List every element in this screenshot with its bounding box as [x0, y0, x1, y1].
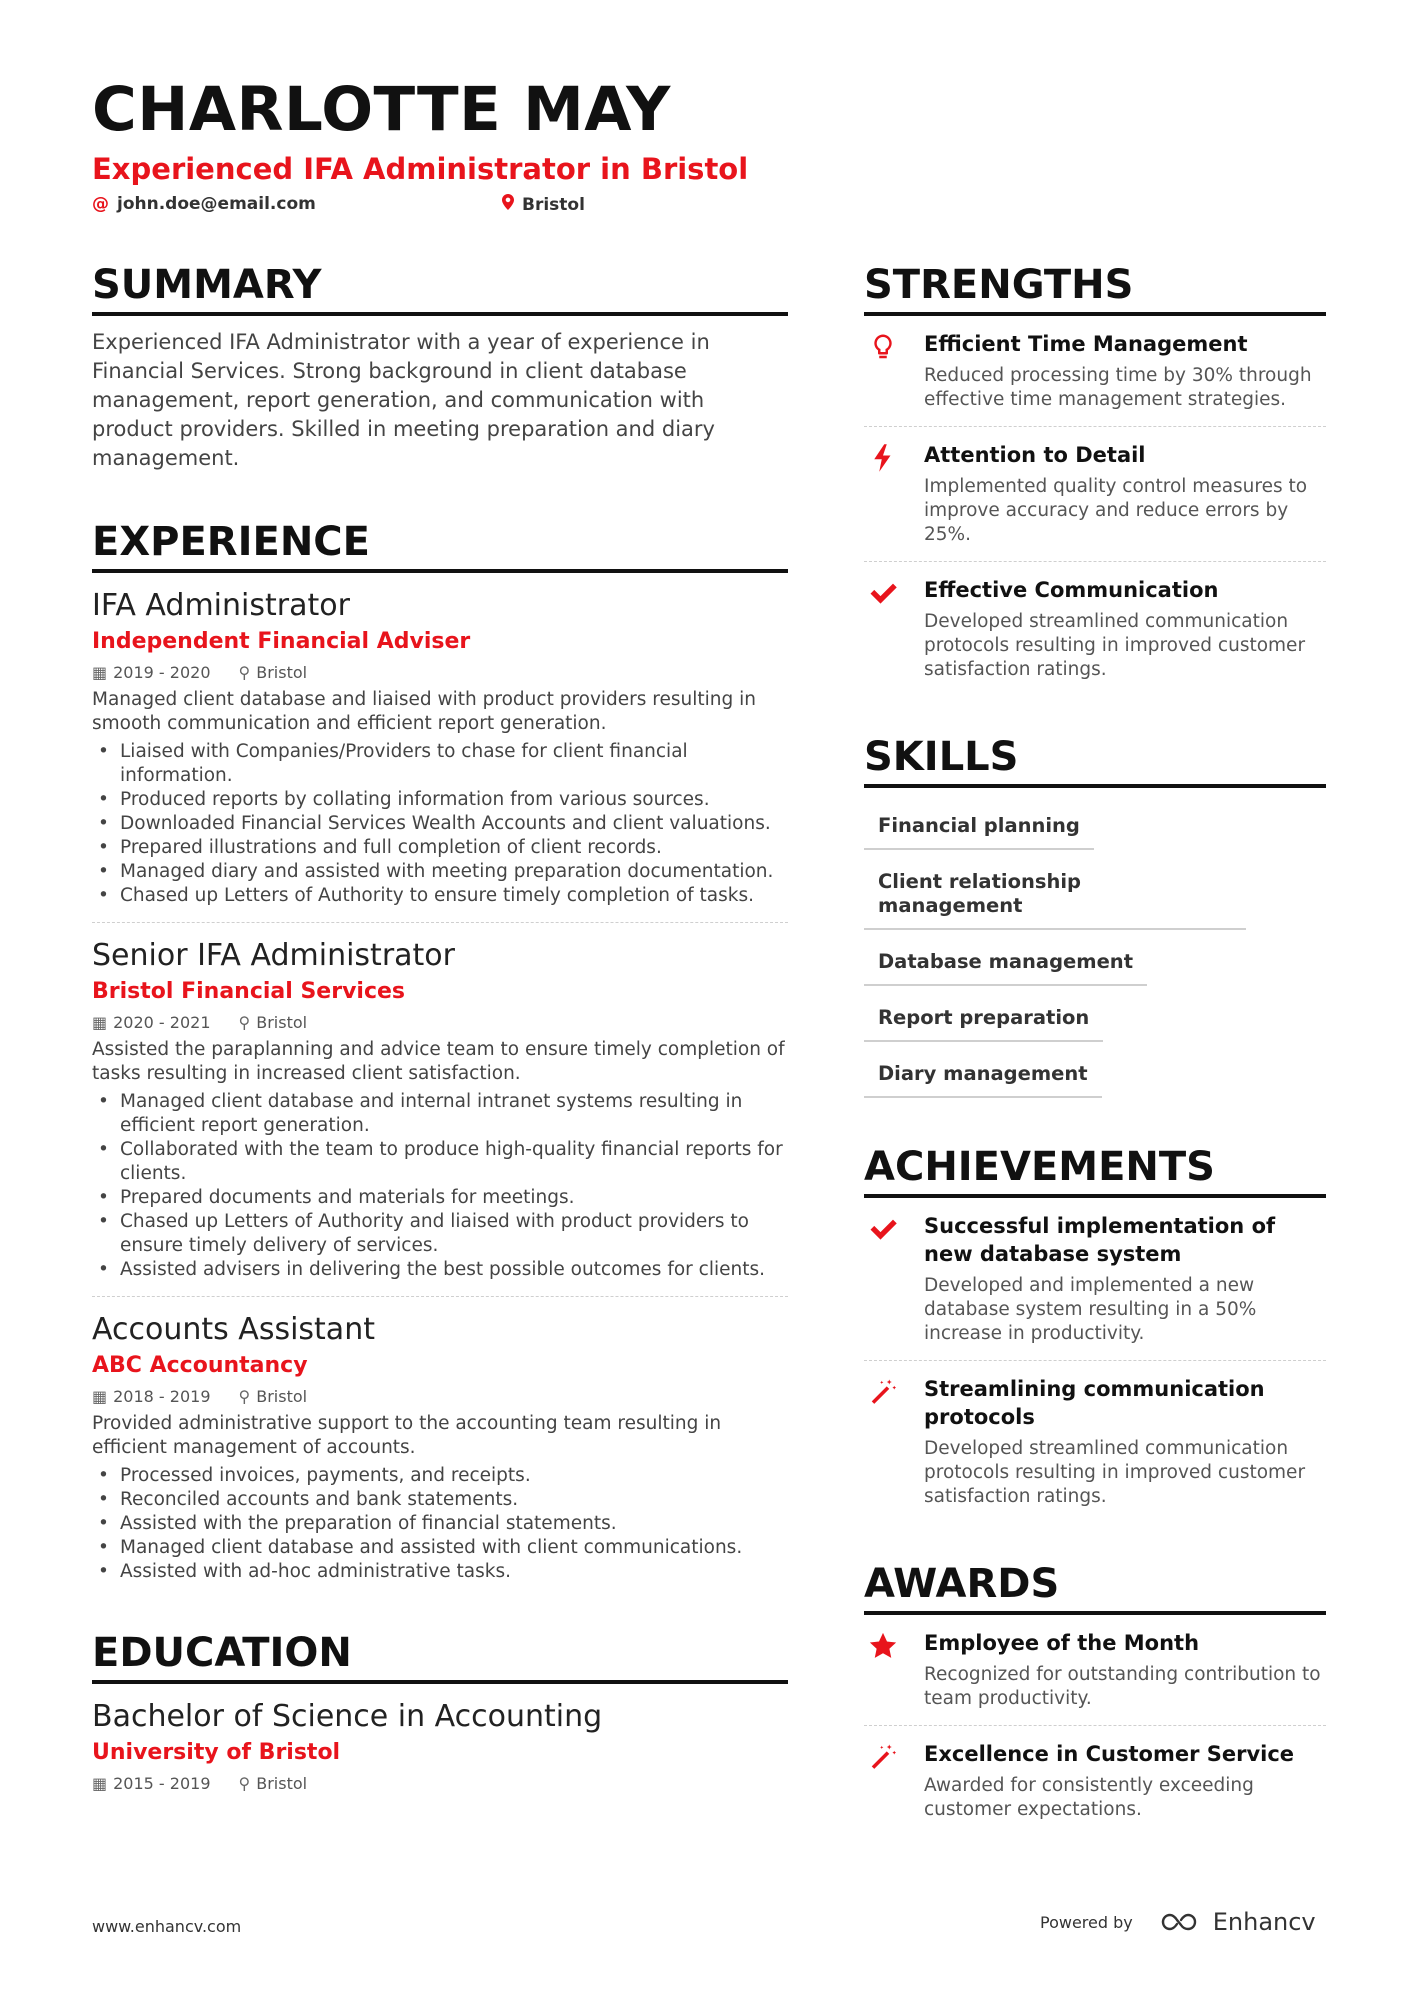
- education-meta: [92, 1774, 788, 1793]
- magic-wand-icon: [864, 1740, 924, 1822]
- job-bullet: • Managed diary and assisted with meeting preparation documentation.: [92, 860, 788, 884]
- achievement-title: Streamlining communication protocols: [924, 1377, 1265, 1429]
- job-company: Independent Financial Adviser: [92, 629, 471, 654]
- achievements-heading: ACHIEVEMENTS: [864, 1144, 1326, 1198]
- job-bullet: • Reconciled accounts and bank statements.: [92, 1488, 788, 1512]
- skills-heading: SKILLS: [864, 734, 1326, 788]
- job-bullets: [92, 740, 788, 908]
- education-heading: EDUCATION: [92, 1630, 788, 1684]
- education-location-text: Bristol: [256, 1774, 308, 1793]
- strength-desc: Reduced processing time by 30% through effective time management strategies.: [924, 365, 1312, 410]
- award-desc: Recognized for outstanding contribution to team productivity.: [924, 1664, 1321, 1709]
- achievement-desc: Developed and implemented a new database system resulting in a 50% increase in productivity.: [924, 1275, 1257, 1344]
- education-degree: Bachelor of Science in Accounting: [92, 1699, 603, 1734]
- star-icon: [864, 1629, 924, 1711]
- job-meta: [92, 663, 788, 682]
- location-pin-icon: ⚲: [238, 1013, 251, 1032]
- job-company: Bristol Financial Services: [92, 979, 406, 1004]
- award-desc: Awarded for consistently exceeding customer expectations.: [924, 1775, 1254, 1820]
- skill-tag: Client relationship management: [864, 864, 1246, 930]
- skill-tag: Diary management: [864, 1056, 1102, 1098]
- lightning-icon: [864, 441, 924, 547]
- magic-wand-icon: [864, 1375, 924, 1509]
- achievement-title: Successful implementation of new database system: [924, 1214, 1276, 1266]
- job-bullet: • Downloaded Financial Services Wealth Accounts and client valuations.: [92, 812, 788, 836]
- job-dates: [92, 1387, 211, 1406]
- education-school: University of Bristol: [92, 1740, 341, 1765]
- job-bullet: • Assisted advisers in delivering the best possible outcomes for clients.: [92, 1258, 788, 1282]
- contact-email[interactable]: [92, 194, 316, 214]
- check-icon: [864, 1212, 924, 1346]
- experience-entry: [92, 573, 788, 923]
- award-title: Employee of the Month: [924, 1631, 1200, 1655]
- brand-name: Enhancv: [1212, 1908, 1316, 1936]
- location-pin-icon: ⚲: [238, 663, 251, 682]
- job-bullet: • Prepared illustrations and full completion of client records.: [92, 836, 788, 860]
- strength-title: Efficient Time Management: [924, 332, 1248, 356]
- strength-item: [864, 316, 1326, 427]
- summary-text: Experienced IFA Administrator with a year of experience in Financial Services. Strong background in client database management, report generation, and communication with product providers. Skilled in meeting preparation and diary management.: [92, 330, 715, 470]
- calendar-icon: ▦: [92, 663, 108, 682]
- skill-tag: Report preparation: [864, 1000, 1103, 1042]
- strength-title: Attention to Detail: [924, 443, 1146, 467]
- job-description: Managed client database and liaised with product providers resulting in smooth communication and efficient report generation.: [92, 689, 756, 734]
- skill-tag: Financial planning: [864, 808, 1094, 850]
- skills-list: [864, 808, 1326, 1098]
- strength-item: [864, 427, 1326, 562]
- footer-branding: [1040, 1908, 1316, 1936]
- job-bullet: • Liaised with Companies/Providers to chase for client financial information.: [92, 740, 788, 788]
- job-meta: [92, 1013, 788, 1032]
- job-dates-text: 2018 - 2019: [113, 1387, 211, 1406]
- location-text: Bristol: [522, 194, 585, 215]
- achievement-item: [864, 1198, 1326, 1361]
- job-meta: [92, 1387, 788, 1406]
- skill-tag: Database management: [864, 944, 1147, 986]
- job-description: Provided administrative support to the accounting team resulting in efficient management of accounts.: [92, 1413, 722, 1458]
- footer-website[interactable]: www.enhancv.com: [92, 1917, 242, 1936]
- job-location: [239, 1387, 308, 1406]
- achievement-desc: Developed streamlined communication protocols resulting in improved customer satisfaction ratings.: [924, 1438, 1306, 1507]
- job-dates: [92, 663, 211, 682]
- strength-desc: Developed streamlined communication protocols resulting in improved customer satisfaction ratings.: [924, 611, 1306, 680]
- lightbulb-icon: [864, 330, 924, 412]
- job-bullet: • Managed client database and internal intranet systems resulting in efficient report generation.: [92, 1090, 788, 1138]
- contact-location: [502, 194, 585, 215]
- job-location: [239, 1013, 308, 1032]
- experience-entry: [92, 1297, 788, 1598]
- job-description: Assisted the paraplanning and advice team to ensure timely completion of tasks resulting in increased client satisfaction.: [92, 1039, 785, 1084]
- awards-heading: AWARDS: [864, 1561, 1326, 1615]
- award-item: [864, 1726, 1326, 1836]
- powered-by-label: Powered by: [1040, 1912, 1133, 1932]
- candidate-headline: Experienced IFA Administrator in Bristol: [92, 152, 749, 186]
- job-role: Accounts Assistant: [92, 1312, 375, 1347]
- enhancv-logo-icon: [1159, 1910, 1203, 1934]
- job-dates-text: 2019 - 2020: [113, 663, 211, 682]
- job-bullet: • Prepared documents and materials for meetings.: [92, 1186, 788, 1210]
- job-dates-text: 2020 - 2021: [113, 1013, 211, 1032]
- experience-entry: [92, 923, 788, 1297]
- education-dates-text: 2015 - 2019: [113, 1774, 211, 1793]
- job-bullet: • Managed client database and assisted with client communications.: [92, 1536, 788, 1560]
- job-bullet: • Processed invoices, payments, and receipts.: [92, 1464, 788, 1488]
- calendar-icon: ▦: [92, 1013, 108, 1032]
- job-role: IFA Administrator: [92, 588, 350, 623]
- job-location-text: Bristol: [256, 1387, 308, 1406]
- job-location: [239, 663, 308, 682]
- right-column: [864, 262, 1326, 1836]
- brand-logo[interactable]: [1159, 1908, 1316, 1936]
- award-title: Excellence in Customer Service: [924, 1742, 1295, 1766]
- job-role: Senior IFA Administrator: [92, 938, 455, 973]
- job-bullet: • Produced reports by collating information from various sources.: [92, 788, 788, 812]
- strength-title: Effective Communication: [924, 578, 1219, 602]
- job-bullet: • Collaborated with the team to produce high-quality financial reports for clients.: [92, 1138, 788, 1186]
- location-pin-icon: ⚲: [238, 1387, 251, 1406]
- strength-item: [864, 562, 1326, 696]
- experience-heading: EXPERIENCE: [92, 519, 788, 573]
- job-bullet: • Chased up Letters of Authority and liaised with product providers to ensure timely delivery of services.: [92, 1210, 788, 1258]
- candidate-name: CHARLOTTE MAY: [92, 74, 671, 145]
- education-dates: [92, 1774, 211, 1793]
- left-column: [92, 262, 788, 1793]
- job-location-text: Bristol: [256, 1013, 308, 1032]
- job-bullet: • Assisted with ad-hoc administrative tasks.: [92, 1560, 788, 1584]
- strength-desc: Implemented quality control measures to improve accuracy and reduce errors by 25%.: [924, 476, 1308, 545]
- job-location-text: Bristol: [256, 663, 308, 682]
- job-bullets: [92, 1464, 788, 1584]
- calendar-icon: ▦: [92, 1774, 108, 1793]
- location-pin-icon: ⚲: [238, 1774, 251, 1793]
- job-bullet: • Assisted with the preparation of financial statements.: [92, 1512, 788, 1536]
- at-icon: @: [92, 194, 109, 214]
- email-text: john.doe@email.com: [117, 194, 316, 214]
- check-icon: [864, 576, 924, 682]
- job-bullet: • Chased up Letters of Authority to ensure timely completion of tasks.: [92, 884, 788, 908]
- calendar-icon: ▦: [92, 1387, 108, 1406]
- job-dates: [92, 1013, 211, 1032]
- location-pin-icon: [502, 194, 514, 215]
- job-company: ABC Accountancy: [92, 1353, 308, 1378]
- award-item: [864, 1615, 1326, 1726]
- summary-heading: SUMMARY: [92, 262, 788, 316]
- achievement-item: [864, 1361, 1326, 1523]
- strengths-heading: STRENGTHS: [864, 262, 1326, 316]
- education-location: [239, 1774, 308, 1793]
- job-bullets: [92, 1090, 788, 1282]
